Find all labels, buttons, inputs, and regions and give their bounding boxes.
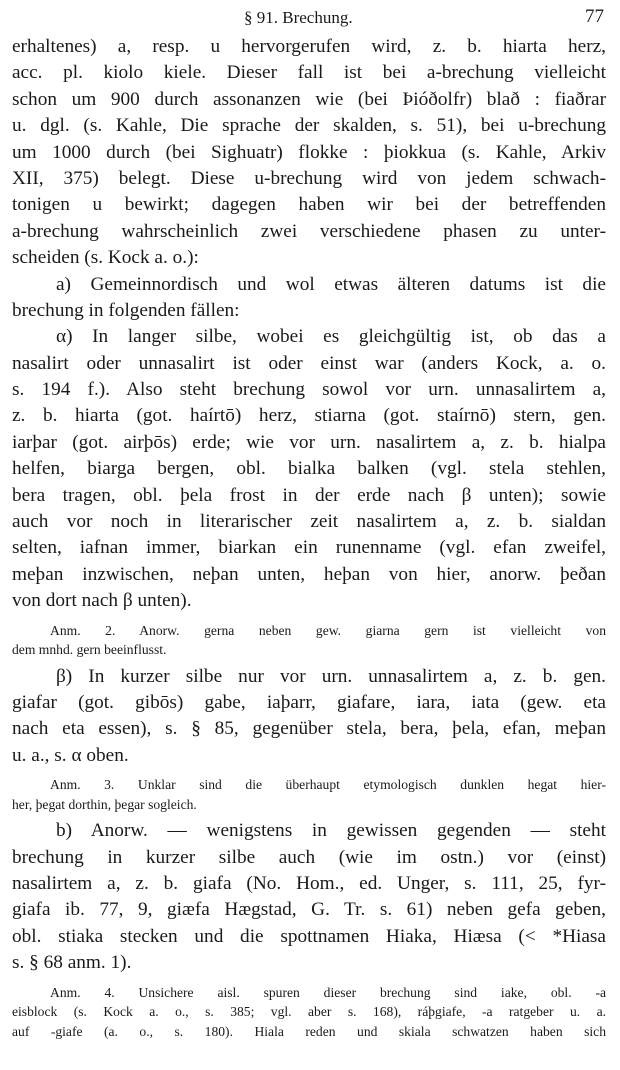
text-line: um 1000 durch (bei Sighuatr) flokke : þiokkua (s. Kahle, Arkiv [12,141,606,163]
text-line: u. a., s. α oben. [12,744,129,766]
text-line: von dort nach β unten). [12,590,192,612]
paragraph-a-gemeinnordisch [12,272,606,325]
footnote-anm-4 [12,983,606,1042]
text-line: u. dgl. (s. Kahle, Die sprache der skalden, s. 51), bei u-brechung [12,115,606,137]
text-line: a-brechung wahrscheinlich zwei verschiedene phasen zu unter- [12,220,606,242]
text-line: β) In kurzer silbe nur vor urn. unnasalirtem a, z. b. gen. [56,665,606,687]
note-line: Anm. 3. Unklar sind die überhaupt etymologisch dunklen hegat hier- [50,777,606,793]
paragraph-brechung-intro [12,34,606,272]
page-number: 77 [585,6,604,27]
text-line: α) In langer silbe, wobei es gleichgültig ist, ob das a [56,326,606,348]
text-line: XII, 375) belegt. Diese u-brechung wird von jedem schwach- [12,167,606,189]
note-line: her, þegat dorthin, þegar sogleich. [12,796,197,812]
text-line: z. b. hiarta (got. haírtō) herz, stiarna (got. staírnō) stern, gen. [12,405,606,427]
text-line: schon um 900 durch assonanzen wie (bei Þióðolfr) blað : fiaðrar [12,88,606,110]
text-line: s. 194 f.). Also steht brechung sowol vor urn. unnasalirtem a, [12,379,606,401]
note-line: eisblock (s. Kock a. o., s. 385; vgl. aber s. 168), ráþgiafe, -a ratgeber u. a. [12,1004,606,1019]
text-line: tonigen u bewirkt; dagegen haben wir bei der betreffenden [12,194,606,216]
text-line: nasalirtem a, z. b. giafa (No. Hom., ed. Unger, s. 111, 25, fyr- [12,872,606,894]
note-line: Anm. 4. Unsichere aisl. spuren dieser brechung sind iake, obl. -a [50,984,606,1000]
footnote-anm-3 [12,775,606,814]
text-line: b) Anorw. — wenigstens in gewissen gegenden — steht [56,820,606,842]
section-title: § 91. Brechung. [244,8,353,27]
text-line: erhaltenes) a, resp. u hervorgerufen wird, z. b. hiarta herz, [12,36,606,57]
paragraph-alpha-lange-silbe [12,324,606,614]
text-line: a) Gemeinnordisch und wol etwas älteren datums ist die [56,273,606,295]
text-line: nasalirt oder unnasalirt ist oder einst war (anders Kock, a. o. [12,352,606,374]
note-line: Anm. 2. Anorw. gerna neben gew. giarna gern ist vielleicht von [50,622,606,638]
text-line: brechung in folgenden fällen: [12,299,240,321]
text-line: iarþar (got. airþōs) erde; wie vor urn. nasalirtem a, z. b. hialpa [12,431,606,453]
text-line: nach eta essen), s. § 85, gegenüber stela, bera, þela, efan, meþan [12,718,606,740]
text-line: obl. stiaka stecken und die spottnamen Hiaka, Hiæsa (< *Hiasa [12,925,606,947]
text-line: selten, iafnan immer, biarkan ein runenname (vgl. efan zweifel, [12,537,606,559]
paragraph-b-anorw [12,818,606,976]
text-line: brechung in kurzer silbe auch (wie im ostn.) vor (einst) [12,846,606,868]
text-line: helfen, biarga bergen, obl. bialka balken (vgl. stela stehlen, [12,458,606,480]
text-line: meþan inzwischen, neþan unten, heþan von hier, anorw. þeðan [12,563,606,585]
text-line: s. § 68 anm. 1). [12,952,132,974]
running-header [12,4,606,34]
text-line: scheiden (s. Kock a. o.): [12,247,199,269]
text-line: giafa ib. 77, 9, giæfa Hægstad, G. Tr. s. 61) neben gefa geben, [12,899,606,921]
footnote-anm-2 [12,621,606,660]
note-line: auf -giafe (a. o., s. 180). Hiala reden und skiala schwatzen haben sich [12,1023,606,1039]
text-line: bera tragen, obl. þela frost in der erde nach β unten); sowie [12,484,606,506]
note-line: dem mnhd. gern beeinflusst. [12,642,167,658]
text-line: giafar (got. gibōs) gabe, iaþarr, giafare, iara, iata (gew. eta [12,691,606,713]
text-line: auch vor noch in literarischer zeit nasalirtem a, z. b. sialdan [12,511,606,533]
text-line: acc. pl. kiolo kiele. Dieser fall ist bei a-brechung vielleicht [12,62,606,84]
paragraph-beta-kurze-silbe [12,664,606,770]
